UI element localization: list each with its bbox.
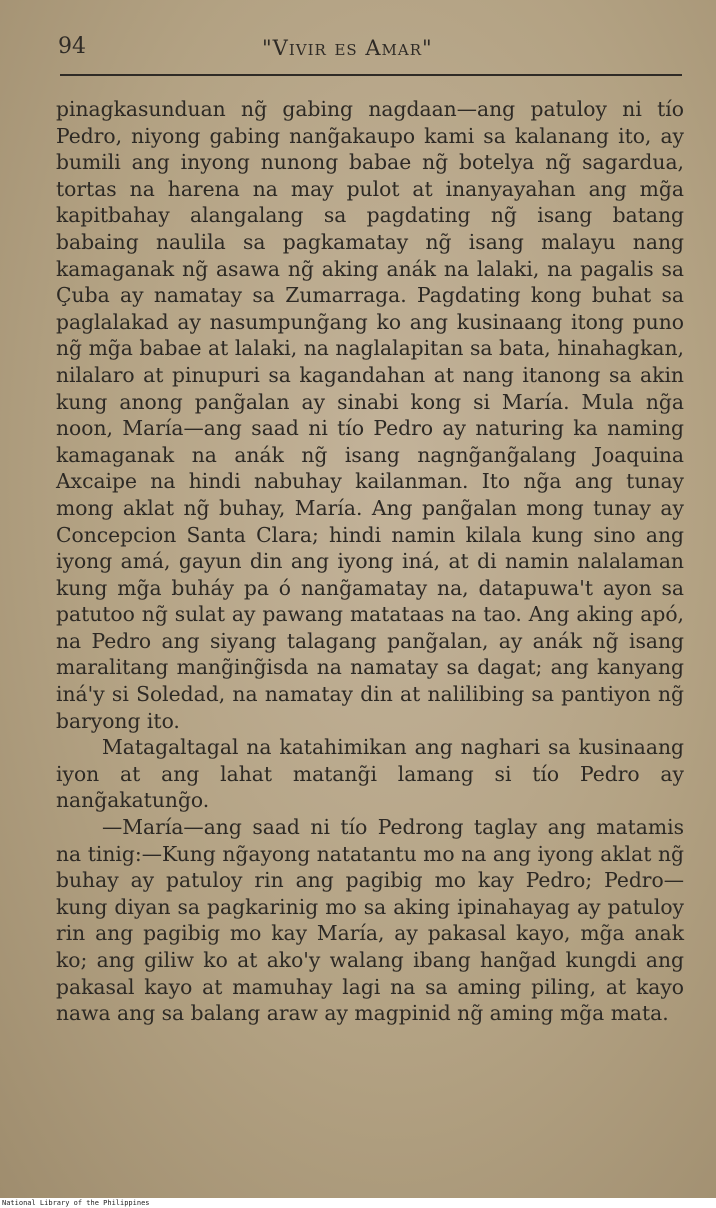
running-title: "Vivir es Amar": [262, 36, 433, 60]
paragraph-3: —María—ang saad ni tío Pedrong taglay ang matamis na tinig:—Kung ng̃ayong natatantu mo na ang iyong aklat ng̃ buhay ay patuloy rin ang pagibig mo kay Pedro; Pedro—kung diyan sa pagkarinig mo sa aking ipinahayag ay patuloy rin ang pagibig mo kay María, ay pakasal kayo, mg̃a anak ko; ang giliw ko at ako'y walang ibang hang̃ad kungdi ang pakasal kayo at mamuhay lagi na sa aming piling, at kayo nawa ang sa balang araw ay magpinid ng̃ aming mg̃a mata.: [56, 815, 684, 1026]
header-rule: [60, 74, 682, 76]
library-credit: National Library of the Philippines: [2, 1199, 150, 1207]
paragraph-1: pinagkasunduan ng̃ gabing nagdaan—ang patuloy ni tío Pedro, niyong gabing nang̃akaupo kami sa kalanang ito, ay bumili ang inyong nunong babae ng̃ botelya ng̃ sagardua, tortas na harena na may pulot at inanyayahan ang mg̃a kapitbahay alangalang sa pagdating ng̃ isang batang babaing naulila sa pagkamatay ng̃ isang malayu nang kamaganak ng̃ asawa ng̃ aking anák na lalaki, na pagalis sa Çuba ay namatay sa Zumarraga. Pagdating kong buhat sa paglalakad ay nasumpung̃ang ko ang kusinaang itong puno ng̃ mg̃a babae at lalaki, na naglalapitan sa bata, hinahagkan, nilalaro at pinupuri sa kagandahan at nang itanong sa akin kung anong pang̃alan ay sinabi kong si María. Mula ng̃a noon, María—ang saad ni tío Pedro ay naturing ka naming kamaganak na anák ng̃ isang nagng̃ang̃alang Joaquina Axcaipe na hindi nabuhay kailanman. Ito ng̃a ang tunay mong aklat ng̃ buhay, María. Ang pang̃alan mong tunay ay Concepcion Santa Clara; hindi namin kilala kung sino ang iyong amá, gayun din ang iyong iná, at di namin nalalaman kung mg̃a buháy pa ó nang̃amatay na, datapuwa't ayon sa patutoo ng̃ sulat ay pawang matataas na tao. Ang aking apó, na Pedro ang siyang talagang pang̃alan, ay anák ng̃ isang maralitang mang̃ing̃isda na namatay sa dagat; ang kanyang iná'y si Soledad, na namatay din at nalilibing sa pantiyon ng̃ baryong ito.: [56, 97, 684, 733]
body-text: [56, 96, 684, 1027]
page-number: 94: [58, 34, 86, 59]
paragraph-2: Matagaltagal na katahimikan ang naghari sa kusinaang iyon at ang lahat matang̃i lamang si tío Pedro ay nang̃akatung̃o.: [56, 735, 684, 813]
